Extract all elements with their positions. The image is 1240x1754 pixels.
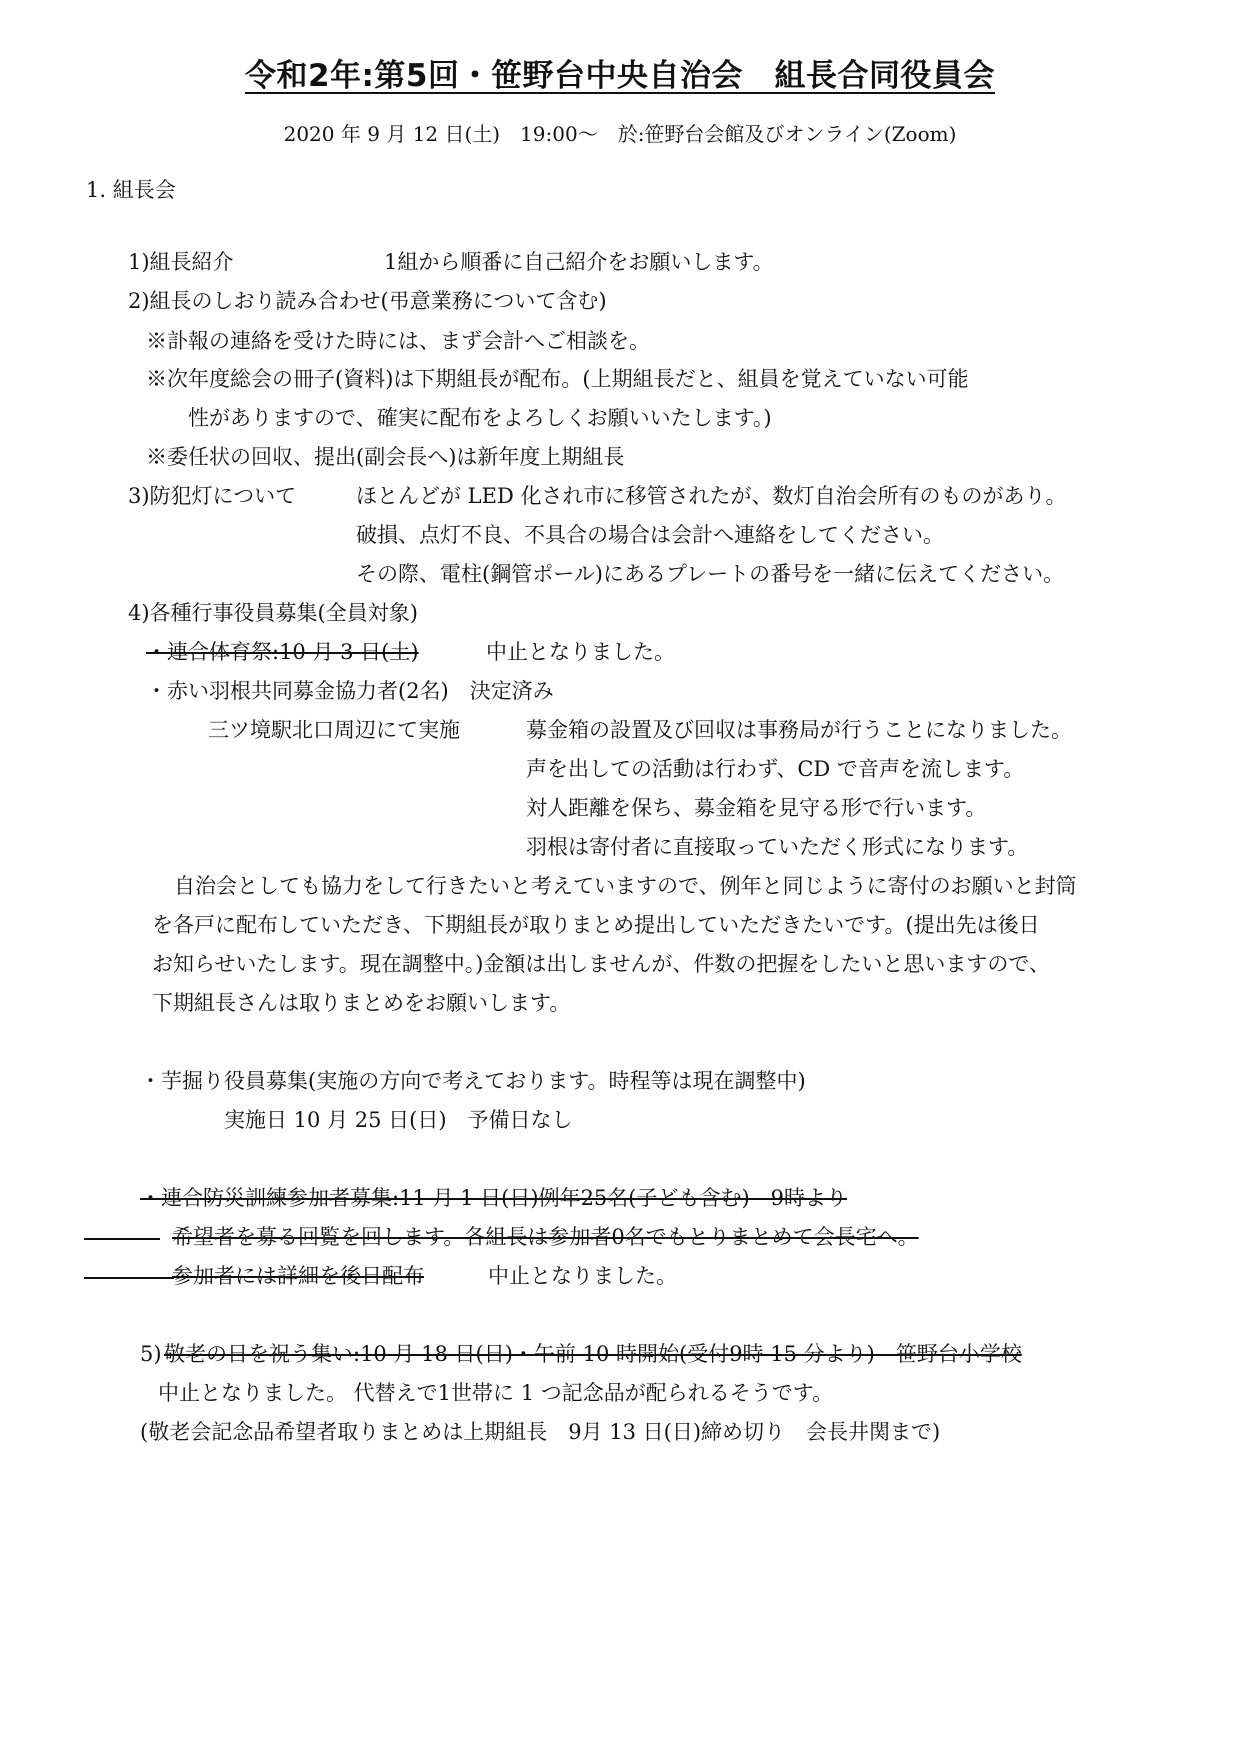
item1-label: 1)組長紹介 xyxy=(128,250,234,274)
item3-line3: その際、電柱(鋼管ポール)にあるプレートの番号を一緒に伝えてください。 xyxy=(356,562,1065,586)
red-feather-detail-3: 対人距離を保ち、募金箱を見守る形で行います。 xyxy=(526,796,987,820)
paragraph-line-1: 自治会としても協力をして行きたいと考えていますので、例年と同じように寄付のお願いと封筒 xyxy=(174,874,1077,898)
item5-label: 5) xyxy=(140,1342,162,1366)
potato-dig-date: 実施日 10 月 25 日(日) 予備日なし xyxy=(224,1108,573,1132)
disaster-drill-line-2: 希望者を募る回覧を回します。各組長は参加者0名でもとりまとめて会長宅へ。 xyxy=(172,1225,919,1249)
item1-text: 1組から順番に自己紹介をお願いします。 xyxy=(384,250,774,274)
paragraph-line-4: 下期組長さんは取りまとめをお願いします。 xyxy=(152,991,571,1015)
item2-note3: ※委任状の回収、提出(副会長へ)は新年度上期組長 xyxy=(146,445,625,469)
disaster-drill-status: 中止となりました。 xyxy=(488,1264,677,1288)
respect-aged-status: 中止となりました。 代替えで1世帯に 1 つ記念品が配られるそうです。 xyxy=(158,1381,834,1405)
disaster-drill-line-1: ・連合防災訓練参加者募集:11 月 1 日(日)例年25名(子ども含む) 9時より xyxy=(140,1186,848,1210)
strike-line xyxy=(84,1238,160,1240)
disaster-drill-line-3: 参加者には詳細を後日配布 xyxy=(172,1264,424,1288)
section-heading: 1. 組長会 xyxy=(86,178,176,202)
red-feather-place: 三ツ境駅北口周辺にて実施 xyxy=(208,718,460,742)
potato-dig-line: ・芋掘り役員募集(実施の方向で考えております。時程等は現在調整中) xyxy=(140,1069,806,1093)
strike-line xyxy=(84,1277,174,1279)
item3-line1: ほとんどが LED 化され市に移管されたが、数灯自治会所有のものがあり。 xyxy=(356,484,1067,508)
respect-aged-note: (敬老会記念品希望者取りまとめは上期組長 9月 13 日(日)締め切り 会長井関まで) xyxy=(140,1420,941,1444)
paragraph-line-2: を各戸に配布していただき、下期組長が取りまとめ提出していただきたいです。(提出先は後日 xyxy=(152,913,1040,937)
meeting-datetime-venue: 2020 年 9 月 12 日(土) 19:00～ 於:笹野台会館及びオンライン(Zoom) xyxy=(283,122,957,146)
item2-note1: ※訃報の連絡を受けた時には、まず会計へご相談を。 xyxy=(146,329,650,353)
paragraph-line-3: お知らせいたします。現在調整中。)金額は出しませんが、件数の把握をしたいと思いますので、 xyxy=(152,952,1050,976)
item3-label: 3)防犯灯について xyxy=(128,484,297,508)
red-feather-detail-2: 声を出しての活動は行わず、CD で音声を流します。 xyxy=(526,757,1025,781)
document-title: 令和2年:第5回・笹野台中央自治会 組長合同役員会 xyxy=(244,58,996,94)
sports-festival-status: 中止となりました。 xyxy=(486,640,675,664)
item3-line2: 破損、点灯不良、不具合の場合は会計へ連絡をしてください。 xyxy=(356,523,944,547)
red-feather-detail-4: 羽根は寄付者に直接取っていただく形式になります。 xyxy=(526,835,1029,859)
item4-label: 4)各種行事役員募集(全員対象) xyxy=(128,601,418,625)
item2-note2b: 性がありますので、確実に配布をよろしくお願いいたします。) xyxy=(188,406,772,430)
item2-note2a: ※次年度総会の冊子(資料)は下期組長が配布。(上期組長だと、組員を覚えていない可能 xyxy=(146,367,969,391)
red-feather-detail-1: 募金箱の設置及び回収は事務局が行うことになりました。 xyxy=(526,718,1072,742)
sports-festival-struck: ・連合体育祭:10 月 3 日(土) xyxy=(146,640,419,664)
item2-label: 2)組長のしおり読み合わせ(弔意業務について含む) xyxy=(128,289,607,313)
red-feather-line: ・赤い羽根共同募金協力者(2名) 決定済み xyxy=(146,679,554,703)
respect-aged-event-struck: 敬老の日を祝う集い:10 月 18 日(日)・午前 10 時開始(受付9時 15 分より) 笹野台小学校 xyxy=(164,1342,1022,1366)
